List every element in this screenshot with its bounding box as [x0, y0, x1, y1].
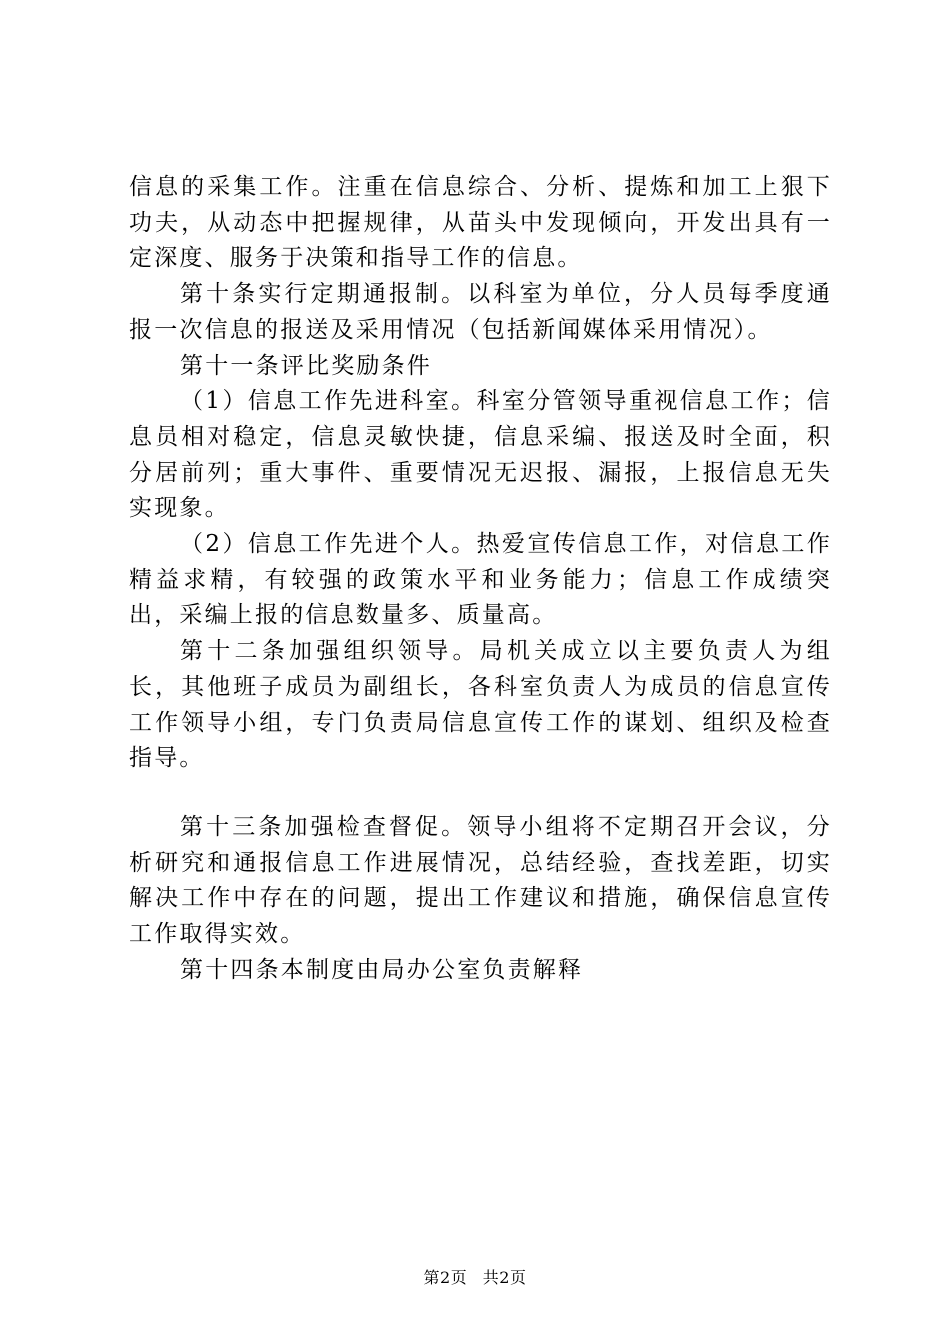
paragraph-article-13: 第十三条加强检查督促。领导小组将不定期召开会议，分析研究和通报信息工作进展情况，总结经验，查找差距，切实解决工作中存在的问题，提出工作建议和措施，确保信息宣传工作取得实效。	[129, 813, 832, 948]
page-number-current: 第2页	[423, 1268, 468, 1287]
document-body	[129, 170, 832, 988]
paragraph-item-2: （2）信息工作先进个人。热爱宣传信息工作，对信息工作精益求精，有较强的政策水平和业务能力；信息工作成绩突出，采编上报的信息数量多、质量高。	[129, 531, 832, 629]
paragraph-article-11-heading: 第十一条评比奖励条件	[180, 352, 432, 379]
page-footer	[0, 1268, 950, 1288]
paragraph-article-12: 第十二条加强组织领导。局机关成立以主要负责人为组长，其他班子成员为副组长，各科室负责人为成员的信息宣传工作领导小组，专门负责局信息宣传工作的谋划、组织及检查指导。	[129, 638, 832, 772]
paragraph-continuation: 信息的采集工作。注重在信息综合、分析、提炼和加工上狠下功夫，从动态中把握规律，从苗头中发现倾向，开发出具有一定深度、服务于决策和指导工作的信息。	[129, 174, 832, 272]
paragraph-item-1: （1）信息工作先进科室。科室分管领导重视信息工作；信息员相对稳定，信息灵敏快捷，信息采编、报送及时全面，积分居前列；重大事件、重要情况无迟报、漏报，上报信息无失实现象。	[129, 388, 832, 522]
page-number-total: 共2页	[482, 1268, 527, 1287]
paragraph-article-14: 第十四条本制度由局办公室负责解释	[180, 956, 584, 983]
paragraph-article-10: 第十条实行定期通报制。以科室为单位，分人员每季度通报一次信息的报送及采用情况（包括新闻媒体采用情况）。	[129, 281, 832, 343]
